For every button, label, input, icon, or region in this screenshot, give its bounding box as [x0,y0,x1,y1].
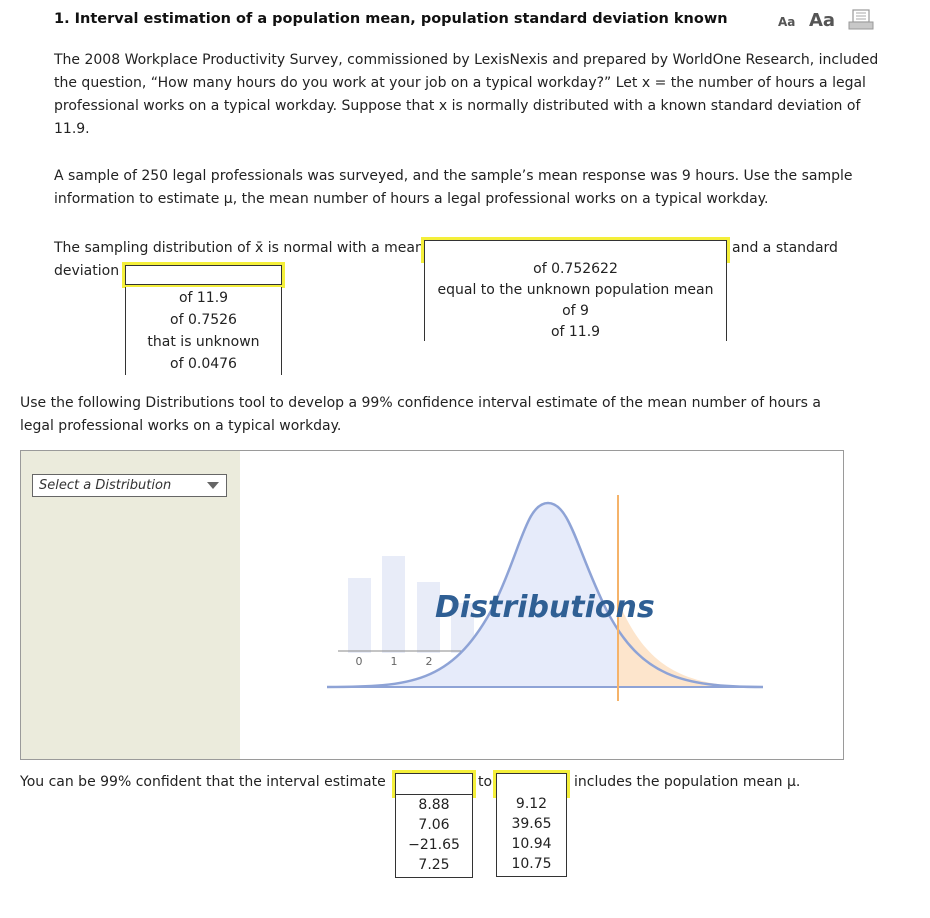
sd-option[interactable]: of 0.0476 [170,356,237,372]
axis-tick: 0 [355,655,363,668]
sampling-suffix: and a standard [732,240,838,256]
distributions-tool [20,450,844,760]
upper-options-list [496,794,567,877]
bar-1 [382,556,405,653]
deviation-label: deviation [54,263,120,279]
mean-option[interactable]: of 0.752622 [533,261,618,277]
sd-option[interactable]: that is unknown [147,334,260,350]
sd-option[interactable]: of 0.7526 [170,312,237,328]
select-distribution-dropdown[interactable]: Select a Distribution [32,474,227,497]
distributions-logo-graphic [21,451,843,759]
distributions-logo-text: Distributions [435,590,655,625]
sd-options-list [125,287,282,375]
mean-dropdown[interactable] [424,240,727,260]
tool-instructions: Use the following Distributions tool to develop a 99% confidence interval estimate of the mean number of hours a legal professional works on a typical workday. [20,395,822,434]
sd-option[interactable]: of 11.9 [178,290,229,306]
axis-tick: 1 [390,655,398,668]
upper-option[interactable]: 9.12 [515,796,548,812]
mean-option[interactable]: of 11.9 [550,324,601,340]
bar-0 [348,578,371,653]
mean-option[interactable]: equal to the unknown population mean [437,282,714,298]
print-icon[interactable] [848,9,874,31]
sampling-prefix: The sampling distribution of x̄ is normal with a mean [54,240,424,256]
lower-option[interactable]: 7.06 [418,817,450,833]
decrease-font-button[interactable]: Aa [778,15,796,29]
mean-options-list [424,259,727,341]
sd-dropdown[interactable] [125,265,282,285]
upper-option[interactable]: 10.75 [511,856,552,872]
mean-option[interactable]: of 9 [562,303,589,319]
upper-bound-dropdown[interactable] [496,773,567,795]
lower-option[interactable]: 8.88 [418,797,450,813]
problem-paragraph-2: A sample of 250 legal professionals was surveyed, and the sample’s mean response was 9 hours. Use the sample information to estimate μ, the mean number of hours a legal professional works on a typical workday. [54,168,853,207]
lower-option[interactable]: 7.25 [418,857,450,873]
upper-option[interactable]: 39.65 [511,816,552,832]
increase-font-button[interactable]: Aa [809,10,836,31]
interval-prefix: You can be 99% confident that the interval estimate [20,774,386,790]
upper-option[interactable]: 10.94 [511,836,552,852]
lower-bound-dropdown[interactable] [395,773,473,795]
lower-options-list [395,795,473,878]
interval-suffix: includes the population mean μ. [574,774,801,790]
interval-to: to [478,774,493,790]
axis-tick: 2 [425,655,433,668]
lower-option[interactable]: −21.65 [408,837,460,853]
problem-paragraph-1: The 2008 Workplace Productivity Survey, commissioned by LexisNexis and prepared by WorldOne Research, included the question, “How many hours do you work at your job on a typical workday?” Let x = the number of hours a legal professional works on a typical workday. Suppose that x is normally distributed with a known standard deviation of 11.9. [54,52,879,137]
question-title: 1. Interval estimation of a population mean, population standard deviation known [54,11,728,27]
